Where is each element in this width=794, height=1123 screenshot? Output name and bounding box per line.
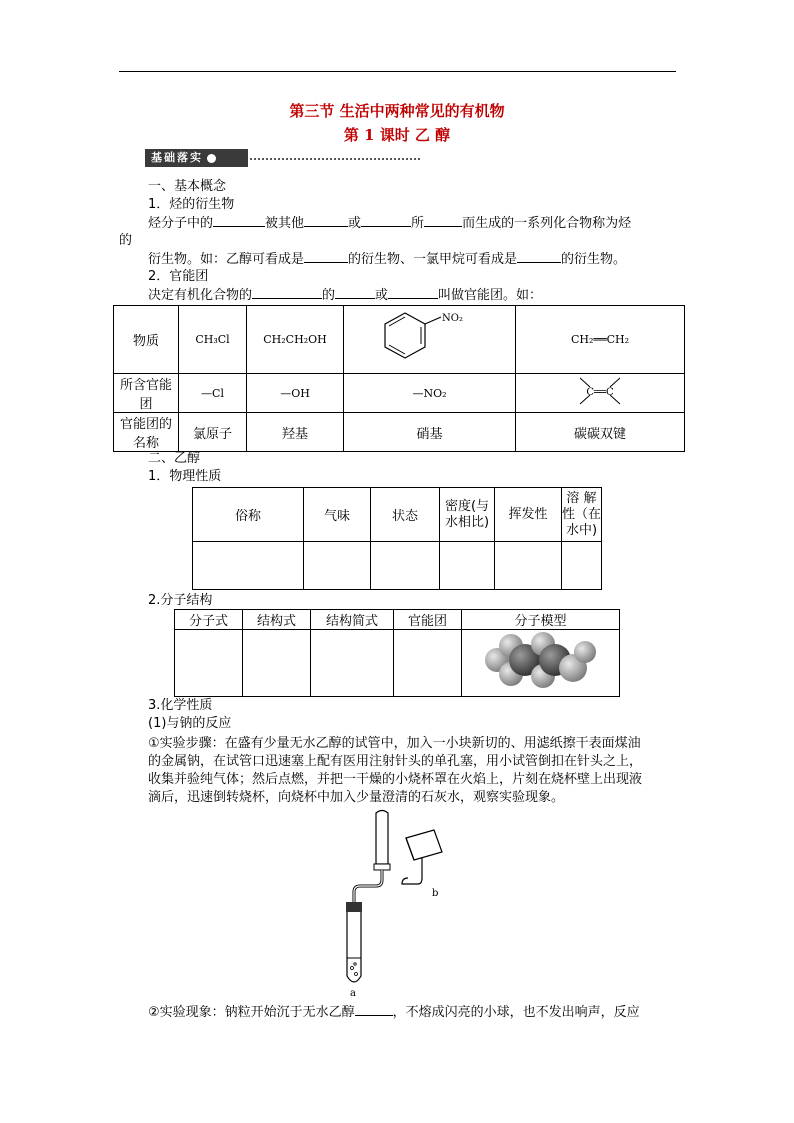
row-header: 官能团的名称 (114, 413, 179, 452)
step-line: ①实验步骤：在盛有少量无水乙醇的试管中，加入一小块新切的、用滤纸擦干表面煤油 (148, 736, 641, 751)
cell-name-no2: 硝基 (344, 413, 516, 452)
paragraph-examples: 衍生物。如：乙醇可看成是 的衍生物、一氯甲烷可看成是 的衍生物。 (148, 252, 627, 267)
answer-cell[interactable] (304, 542, 371, 590)
cell-group-no2: —NO₂ (344, 374, 516, 413)
answer-cell[interactable] (394, 630, 462, 697)
paragraph-functional-group: 决定有机化合物的 的 或 叫做官能团。如： (148, 288, 543, 303)
answer-cell[interactable] (243, 630, 311, 697)
header-odor: 气味 (304, 488, 371, 542)
step-line: 滴后，迅速倒转烧杯，向烧杯中加入少量澄清的石灰水，观察实验现象。 (148, 790, 565, 805)
physical-properties-table (192, 487, 602, 590)
header-volatility: 挥发性 (495, 488, 562, 542)
paragraph-derivatives: 烃分子中的 被其他 或 所 而生成的一系列化合物称为烃 (148, 216, 632, 231)
answer-cell[interactable] (562, 542, 602, 590)
experiment-apparatus-figure (330, 808, 460, 998)
subheading-derivatives: 1．烃的衍生物 (148, 197, 235, 212)
section-title: 第三节 生活中两种常见的有机物 (289, 102, 505, 120)
heading-basic-concepts: 一、基本概念 (148, 179, 227, 194)
step-line: 的金属钠，在试管口迅速塞上配有医用注射针头的单孔塞，用小试管倒扣在针头之上， (148, 754, 643, 769)
cell-group-cl: —Cl (179, 374, 247, 413)
blank[interactable] (424, 214, 462, 227)
cell-nitrobenzene (344, 306, 516, 374)
figure-label-b: b (432, 888, 439, 899)
answer-cell[interactable] (440, 542, 495, 590)
nitro-label: NO₂ (441, 312, 463, 324)
answer-cell[interactable] (193, 542, 304, 590)
answer-cell[interactable] (311, 630, 394, 697)
header-condensed: 结构简式 (311, 610, 394, 630)
subheading-structure: 2.分子结构 (148, 593, 213, 608)
subheading-chemical: 3.化学性质 (148, 698, 213, 713)
table-row (175, 610, 620, 630)
blank[interactable] (388, 286, 438, 299)
cell-ethanol: CH₂CH₂OH (247, 306, 344, 374)
subheading-physical: 1．物理性质 (148, 469, 222, 484)
header-density: 密度(与水相比) (440, 488, 495, 542)
table-row (175, 630, 620, 697)
answer-cell[interactable] (371, 542, 440, 590)
subheading-sodium-reaction: (1)与钠的反应 (148, 716, 232, 731)
cell-ch3cl: CH₃Cl (179, 306, 247, 374)
blank[interactable] (355, 1003, 393, 1016)
blank[interactable] (361, 214, 411, 227)
header-model: 分子模型 (462, 610, 620, 630)
table-row (114, 413, 685, 452)
model-cell (462, 630, 620, 697)
badge-divider (250, 158, 420, 160)
table-row (114, 306, 685, 374)
subheading-functional-group: 2．官能团 (148, 269, 209, 284)
blank[interactable] (213, 214, 265, 227)
blank[interactable] (304, 250, 348, 263)
table-row (193, 488, 602, 542)
row-header: 所含官能团 (114, 374, 179, 413)
header-common-name: 俗称 (193, 488, 304, 542)
heading-ethanol: 二、乙醇 (148, 451, 201, 466)
paragraph-derivatives-end: 的 (119, 233, 133, 248)
alkene-c-label: C══C (586, 387, 614, 398)
observation-line: ②实验现象：钠粒开始沉于无水乙醇 ，不熔成闪亮的小球，也不发出响声，反应 (148, 1005, 640, 1020)
answer-cell[interactable] (495, 542, 562, 590)
molecular-structure-table (174, 609, 620, 697)
header-state: 状态 (371, 488, 440, 542)
functional-group-table (113, 305, 685, 452)
table-row (114, 374, 685, 413)
basic-knowledge-badge (145, 149, 248, 167)
answer-cell[interactable] (175, 630, 243, 697)
badge-label: 基础落实 (151, 151, 203, 164)
ethanol-space-filling-model-icon (481, 630, 601, 692)
blank[interactable] (304, 214, 348, 227)
step-line: 收集并验纯气体；然后点燃，并把一干燥的小烧杯罩在火焰上，片刻在烧杯壁上出现液 (148, 772, 643, 787)
lesson-title: 第 1 课时 乙 醇 (343, 126, 451, 144)
header-solubility: 溶 解性（在水中) (562, 488, 602, 542)
cell-name-cl: 氯原子 (179, 413, 247, 452)
cell-group-alkene (516, 374, 685, 413)
blank[interactable] (517, 250, 561, 263)
header-formula: 分子式 (175, 610, 243, 630)
nitrobenzene-structure-icon (375, 307, 485, 369)
row-header: 物质 (114, 306, 179, 374)
blank[interactable] (335, 286, 375, 299)
blank[interactable] (252, 286, 322, 299)
header-rule (119, 71, 676, 72)
dot-icon (207, 154, 216, 163)
header-structural: 结构式 (243, 610, 311, 630)
header-group: 官能团 (394, 610, 462, 630)
table-row (193, 542, 602, 590)
cell-ethylene: CH₂══CH₂ (516, 306, 685, 374)
cell-name-alkene: 碳碳双键 (516, 413, 685, 452)
figure-label-a: a (350, 988, 356, 998)
cell-name-oh: 羟基 (247, 413, 344, 452)
cell-group-oh: —OH (247, 374, 344, 413)
double-bond-structure-icon (570, 374, 630, 408)
